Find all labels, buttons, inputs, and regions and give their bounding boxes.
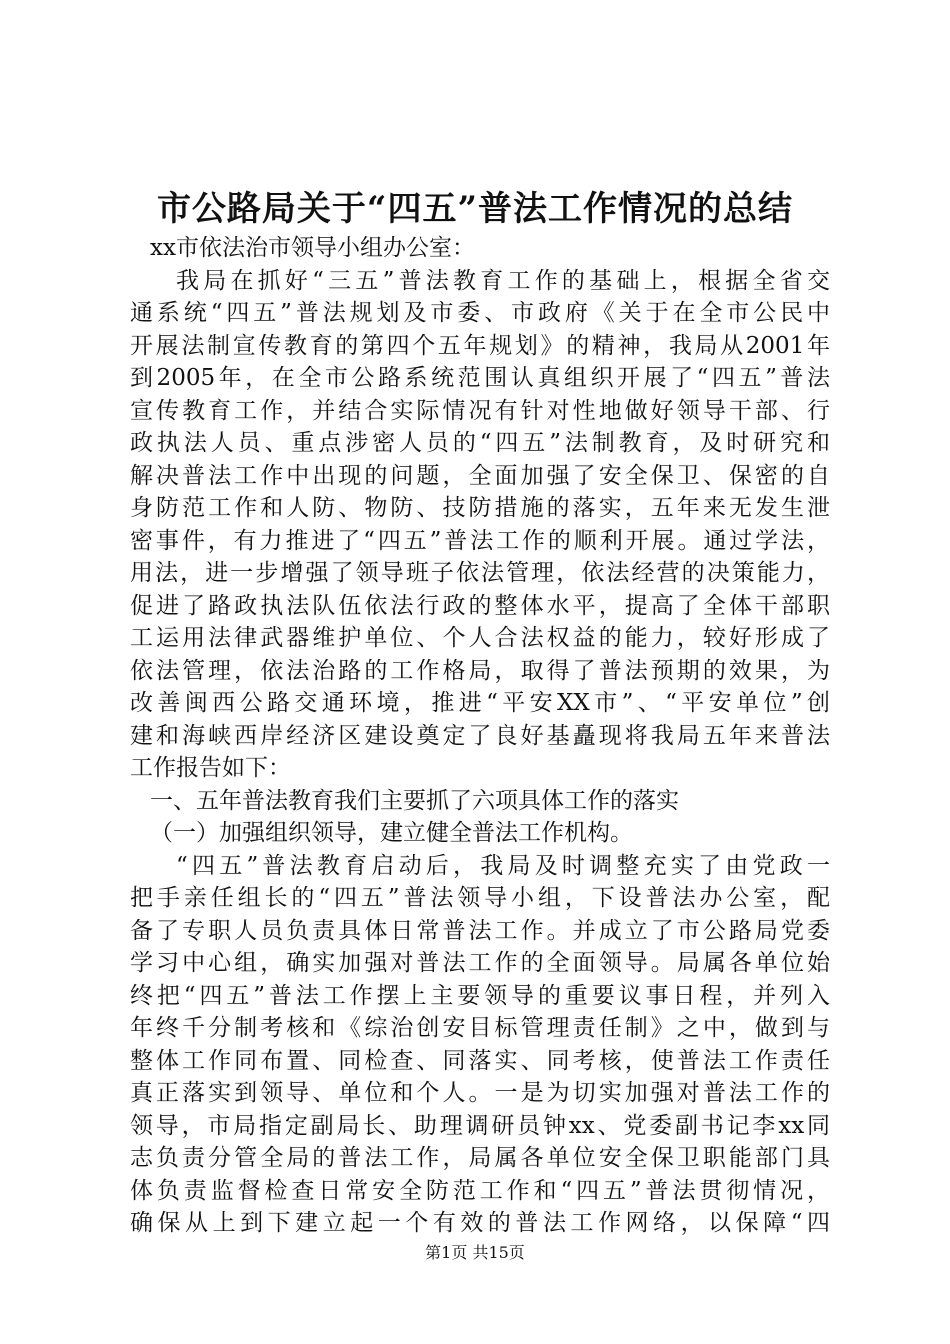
salutation-line: xx市依法治市领导小组办公室： xyxy=(150,235,475,261)
paragraph-line: “四五”普法教育启动后，我局及时调整充实了由党政一 xyxy=(176,852,830,879)
paragraph-line: 终把“四五”普法工作摆上主要领导的重要议事日程，并列入 xyxy=(130,982,830,1009)
paragraph-line: 促进了路政执法队伍依法行政的整体水平，提高了全体干部职 xyxy=(130,592,830,619)
paragraph-line: 密事件，有力推进了“四五”普法工作的顺利开展。通过学法， xyxy=(130,527,830,554)
paragraph-line: 志负责分管全局的普法工作，局属各单位安全保卫职能部门具 xyxy=(130,1145,830,1171)
paragraph-line: 整体工作同布置、同检查、同落实、同考核，使普法工作责任 xyxy=(130,1047,830,1074)
paragraph-line: 领导，市局指定副局长、助理调研员钟xx、党委副书记李xx同 xyxy=(130,1112,830,1139)
paragraph-line: 到2005年，在全市公路系统范围认真组织开展了“四五”普法 xyxy=(130,365,830,391)
paragraph-line: 真正落实到领导、单位和个人。一是为切实加强对普法工作的 xyxy=(130,1080,830,1106)
paragraph-line: 解决普法工作中出现的问题，全面加强了安全保卫、保密的自 xyxy=(130,462,830,489)
paragraph-line: 宣传教育工作，并结合实际情况有针对性地做好领导干部、行 xyxy=(130,397,830,424)
paragraph-line: 年终千分制考核和《综治创安目标管理责任制》之中，做到与 xyxy=(130,1015,830,1041)
paragraph-line: 建和海峡西岸经济区建设奠定了良好基矗现将我局五年来普法 xyxy=(130,722,830,749)
paragraph-line: 学习中心组，确实加强对普法工作的全面领导。局属各单位始 xyxy=(130,950,830,976)
paragraph-line: 确保从上到下建立起一个有效的普法工作网络，以保障“四 xyxy=(130,1210,830,1236)
paragraph-line: 改善闽西公路交通环境，推进“平安XX市”、“平安单位”创 xyxy=(130,690,830,716)
paragraph-line: 开展法制宣传教育的第四个五年规划》的精神，我局从2001年 xyxy=(130,332,830,359)
section-heading: 一、五年普法教育我们主要抓了六项具体工作的落实 xyxy=(150,787,679,814)
document-title: 市公路局关于“四五”普法工作情况的总结 xyxy=(156,189,794,229)
paragraph-line: 把手亲任组长的“四五”普法领导小组，下设普法办公室，配 xyxy=(130,885,830,911)
paragraph-line: 备了专职人员负责具体日常普法工作。并成立了市公路局党委 xyxy=(130,917,830,944)
paragraph-line: 工作报告如下： xyxy=(130,755,291,781)
document-body xyxy=(130,232,830,1240)
paragraph-line: 依法管理，依法治路的工作格局，取得了普法预期的效果，为 xyxy=(130,657,830,684)
paragraph-line: 工运用法律武器维护单位、个人合法权益的能力，较好形成了 xyxy=(130,625,830,651)
paragraph-line: 我局在抓好“三五”普法教育工作的基础上，根据全省交 xyxy=(176,267,830,294)
paragraph-line: 用法，进一步增强了领导班子依法管理，依法经营的决策能力， xyxy=(130,560,830,586)
subsection-heading: （一）加强组织领导，建立健全普法工作机构。 xyxy=(150,820,633,846)
paragraph-line: 政执法人员、重点涉密人员的“四五”法制教育，及时研究和 xyxy=(130,430,830,456)
paragraph-line: 体负责监督检查日常安全防范工作和“四五”普法贯彻情况， xyxy=(130,1177,830,1204)
page-number-footer: 第1页 共15页 xyxy=(425,1243,525,1262)
paragraph-line: 通系统“四五”普法规划及市委、市政府《关于在全市公民中 xyxy=(130,300,830,326)
paragraph-line: 身防范工作和人防、物防、技防措施的落实，五年来无发生泄 xyxy=(130,495,830,521)
